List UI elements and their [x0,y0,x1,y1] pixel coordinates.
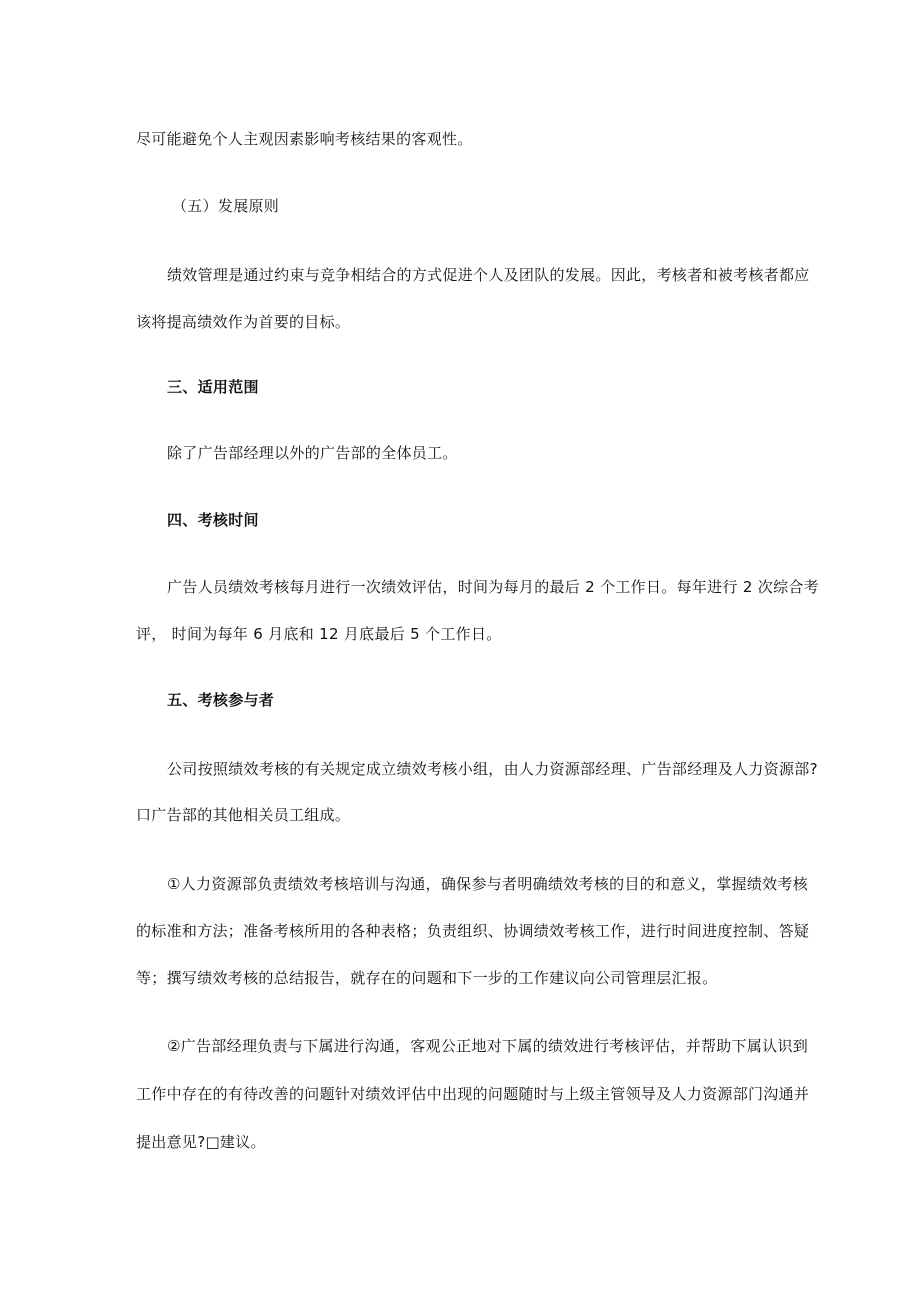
paragraph-line: 尽可能避免个人主观因素影响考核结果的客观性。 [136,130,473,148]
paragraph-line: ②广告部经理负责与下属进行沟通，客观公正地对下属的绩效进行考核评估，并帮助下属认识到 [167,1037,809,1055]
paragraph-line: 广告人员绩效考核每月进行一次绩效评估，时间为每月的最后 2 个工作日。每年进行 2 次综合考 [167,578,819,596]
paragraph-line: 该将提高绩效作为首要的目标。 [136,313,351,331]
section-heading-participants: 五、考核参与者 [167,691,275,709]
paragraph-line: 口广告部的其他相关员工组成。 [136,806,351,824]
paragraph-line: ①人力资源部负责绩效考核培训与沟通，确保参与者明确绩效考核的目的和意义，掌握绩效考核 [167,875,809,893]
paragraph-line: 评， 时间为每年 6 月底和 12 月底最后 5 个工作日。 [136,625,502,643]
section-heading-scope: 三、适用范围 [167,378,259,396]
paragraph-line: 绩效管理是通过约束与竞争相结合的方式促进个人及团队的发展。因此，考核者和被考核者都应 [167,266,810,284]
paragraph-line: 提出意见?□建议。 [136,1133,266,1151]
subheading-development-principle: （五）发展原则 [172,197,280,215]
paragraph-line: 除了广告部经理以外的广告部的全体员工。 [167,444,458,462]
paragraph-line: 等；撰写绩效考核的总结报告，就存在的问题和下一步的工作建议向公司管理层汇报。 [136,969,718,987]
section-heading-assessment-time: 四、考核时间 [167,511,259,529]
paragraph-line: 的标准和方法；准备考核所用的各种表格；负责组织、协调绩效考核工作，进行时间进度控制、答疑 [136,922,810,940]
paragraph-line: 工作中存在的有待改善的问题针对绩效评估中出现的问题随时与上级主管领导及人力资源部门沟通并 [136,1085,810,1103]
paragraph-line: 公司按照绩效考核的有关规定成立绩效考核小组，由人力资源部经理、广告部经理及人力资源部? [167,760,818,778]
